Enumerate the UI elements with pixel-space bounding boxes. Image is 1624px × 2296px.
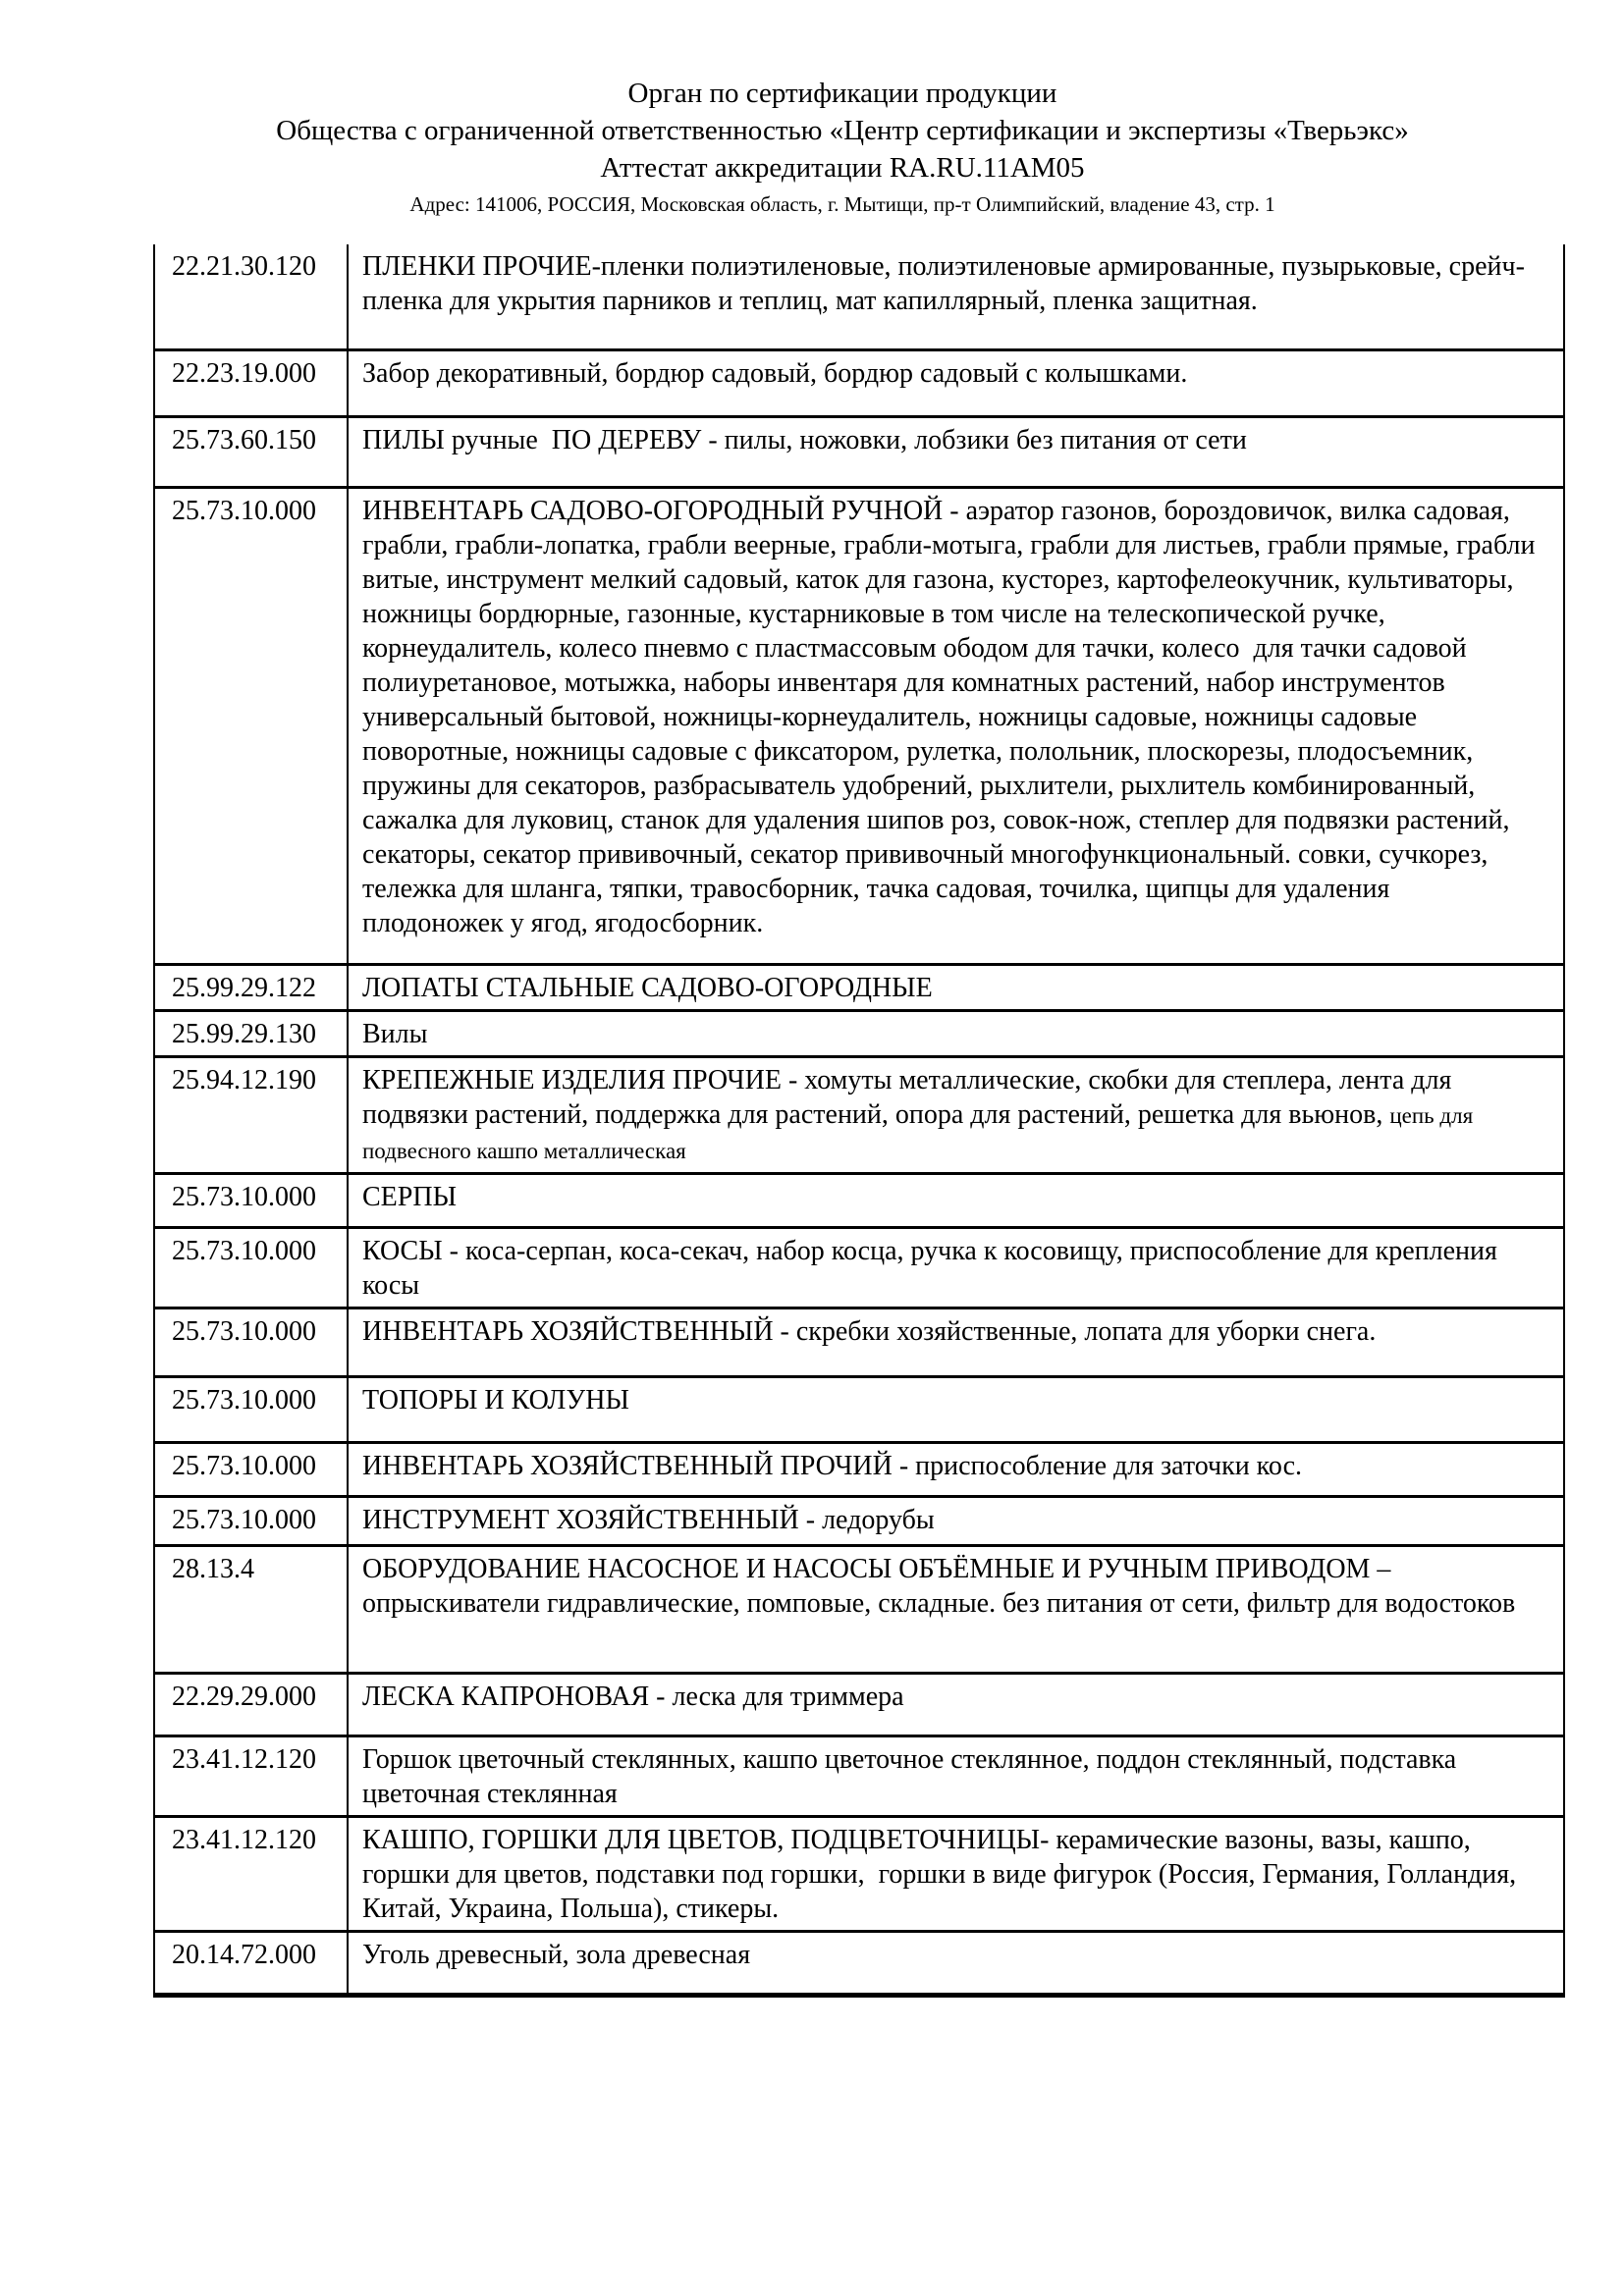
code-cell: 25.73.10.000 bbox=[155, 1229, 349, 1307]
table-row bbox=[155, 1058, 1563, 1175]
table-row bbox=[155, 1818, 1563, 1933]
table-row bbox=[155, 418, 1563, 489]
table-row bbox=[155, 1737, 1563, 1818]
description-cell: ЛЕСКА КАПРОНОВАЯ - леска для триммера bbox=[362, 1682, 904, 1712]
table-row bbox=[155, 1378, 1563, 1444]
table-row bbox=[155, 1933, 1563, 1993]
code-cell: 25.99.29.130 bbox=[155, 1012, 349, 1055]
description-cell: КАШПО, ГОРШКИ ДЛЯ ЦВЕТОВ, ПОДЦВЕТОЧНИЦЫ- керамические вазоны, вазы, кашпо, горшки для цветов, подставки под горшки, горшки в виде фигурок (Россия, Германия, Голландия, Китай, Украина, Польша), стикеры. bbox=[362, 1825, 1524, 1924]
code-cell: 25.73.10.000 bbox=[155, 1175, 349, 1226]
code-cell: 25.99.29.122 bbox=[155, 966, 349, 1009]
description-cell: ИНВЕНТАРЬ ХОЗЯЙСТВЕННЫЙ ПРОЧИЙ - приспособление для заточки кос. bbox=[362, 1451, 1302, 1481]
products-table bbox=[153, 244, 1565, 1998]
description-cell: ИНВЕНТАРЬ САДОВО-ОГОРОДНЫЙ РУЧНОЙ - аэратор газонов, бороздовичок, вилка садовая, грабли, грабли-лопатка, грабли веерные, грабли-мотыга, грабли для листьев, грабли прямые, грабли витые, инструмент мелкий садовый, каток для газона, кусторез, картофелеокучник, культиваторы, ножницы бордюрные, газонные, кустарниковые в том числе на телескопической ручке, корнеудалитель, колесо пневмо с пластмассовым ободом для тачки, колесо для тачки садовой полиуретановое, мотыжка, наборы инвентаря для комнатных растений, набор инструментов универсальный бытовой, ножницы-корнеудалитель, ножницы садовые, ножницы садовые поворотные, ножницы садовые с фиксатором, рулетка, полольник, плоскорезы, плодосъемник, пружины для секаторов, разбрасыватель удобрений, рыхлители, рыхлитель комбинированный, сажалка для луковиц, станок для удаления шипов роз, совок-нож, степлер для подвязки растений, секаторы, секатор прививочный, секатор прививочный многофункциональный. совки, сучкорез, тележка для шланга, тяпки, травосборник, тачка садовая, точилка, щипцы для удаления плодоножек у ягод, ягодосборник. bbox=[362, 496, 1543, 938]
table-row bbox=[155, 1012, 1563, 1058]
code-cell: 28.13.4 bbox=[155, 1547, 349, 1672]
description-cell: Уголь древесный, зола древесная bbox=[362, 1940, 751, 1970]
description-text-small: цепь для подвесного кашпо металлическая bbox=[362, 1103, 1479, 1163]
description-cell: ПИЛЫ ручные ПО ДЕРЕВУ - пилы, ножовки, лобзики без питания от сети bbox=[362, 425, 1247, 455]
code-cell: 22.23.19.000 bbox=[155, 351, 349, 415]
table-row bbox=[155, 1498, 1563, 1547]
org-title-line-2: Общества с ограниченной ответственностью «Центр сертификации и экспертизы «Тверьэкс» bbox=[276, 115, 1409, 146]
description-cell: Вилы bbox=[362, 1019, 428, 1049]
description-cell: Забор декоративный, бордюр садовый, бордюр садовый с колышками. bbox=[362, 358, 1188, 389]
description-cell bbox=[349, 1058, 1563, 1172]
table-row bbox=[155, 1675, 1563, 1737]
description-cell: ОБОРУДОВАНИЕ НАСОСНОЕ И НАСОСЫ ОБЪЁМНЫЕ И РУЧНЫМ ПРИВОДОМ – опрыскиватели гидравлические, помповые, складные. без питания от сети, фильтр для водостоков bbox=[362, 1554, 1516, 1619]
description-cell: Горшок цветочный стеклянных, кашпо цветочное стеклянное, поддон стеклянный, подставка цветочная стеклянная bbox=[362, 1744, 1464, 1809]
document-header bbox=[0, 0, 1624, 219]
accreditation-number: Аттестат аккредитации RA.RU.11AM05 bbox=[600, 152, 1085, 184]
code-cell: 20.14.72.000 bbox=[155, 1933, 349, 1993]
description-cell: ПЛЕНКИ ПРОЧИЕ-пленки полиэтиленовые, полиэтиленовые армированные, пузырьковые, срейч-пленка для укрытия парников и теплиц, мат капиллярный, пленка защитная. bbox=[362, 251, 1525, 316]
code-cell: 25.73.10.000 bbox=[155, 1309, 349, 1375]
table-row bbox=[155, 1444, 1563, 1498]
table-row bbox=[155, 489, 1563, 966]
table-row bbox=[155, 1229, 1563, 1309]
code-cell: 25.94.12.190 bbox=[155, 1058, 349, 1172]
code-cell: 25.73.10.000 bbox=[155, 489, 349, 963]
code-cell: 25.73.10.000 bbox=[155, 1498, 349, 1544]
org-address: Адрес: 141006, РОССИЯ, Московская область, г. Мытищи, пр-т Олимпийский, владение 43, стр. 1 bbox=[409, 192, 1275, 216]
description-cell: ЛОПАТЫ СТАЛЬНЫЕ САДОВО-ОГОРОДНЫЕ bbox=[362, 973, 933, 1003]
table-row bbox=[155, 1175, 1563, 1229]
code-cell: 25.73.10.000 bbox=[155, 1444, 349, 1495]
description-cell: СЕРПЫ bbox=[362, 1182, 457, 1212]
code-cell: 25.73.60.150 bbox=[155, 418, 349, 486]
description-cell: ИНСТРУМЕНТ ХОЗЯЙСТВЕННЫЙ - ледорубы bbox=[362, 1505, 935, 1535]
table-row bbox=[155, 966, 1563, 1012]
table-row bbox=[155, 1309, 1563, 1378]
description-cell: КОСЫ - коса-серпан, коса-секач, набор косца, ручка к косовищу, приспособление для крепления косы bbox=[362, 1236, 1504, 1301]
org-title-line-1: Орган по сертификации продукции bbox=[627, 78, 1057, 109]
description-cell: ТОПОРЫ И КОЛУНЫ bbox=[362, 1385, 629, 1415]
code-cell: 23.41.12.120 bbox=[155, 1737, 349, 1815]
code-cell: 22.29.29.000 bbox=[155, 1675, 349, 1735]
description-text: КРЕПЕЖНЫЕ ИЗДЕЛИЯ ПРОЧИЕ - хомуты металлические, скобки для степлера, лента для подвязки растений, поддержка для растений, опора для растений, решетка для вьюнов, bbox=[362, 1065, 1459, 1130]
table-row bbox=[155, 351, 1563, 418]
code-cell: 22.21.30.120 bbox=[155, 244, 349, 348]
table-row bbox=[155, 1547, 1563, 1675]
table-row bbox=[155, 244, 1563, 351]
code-cell: 23.41.12.120 bbox=[155, 1818, 349, 1930]
description-cell: ИНВЕНТАРЬ ХОЗЯЙСТВЕННЫЙ - скребки хозяйственные, лопата для уборки снега. bbox=[362, 1316, 1377, 1347]
code-cell: 25.73.10.000 bbox=[155, 1378, 349, 1441]
